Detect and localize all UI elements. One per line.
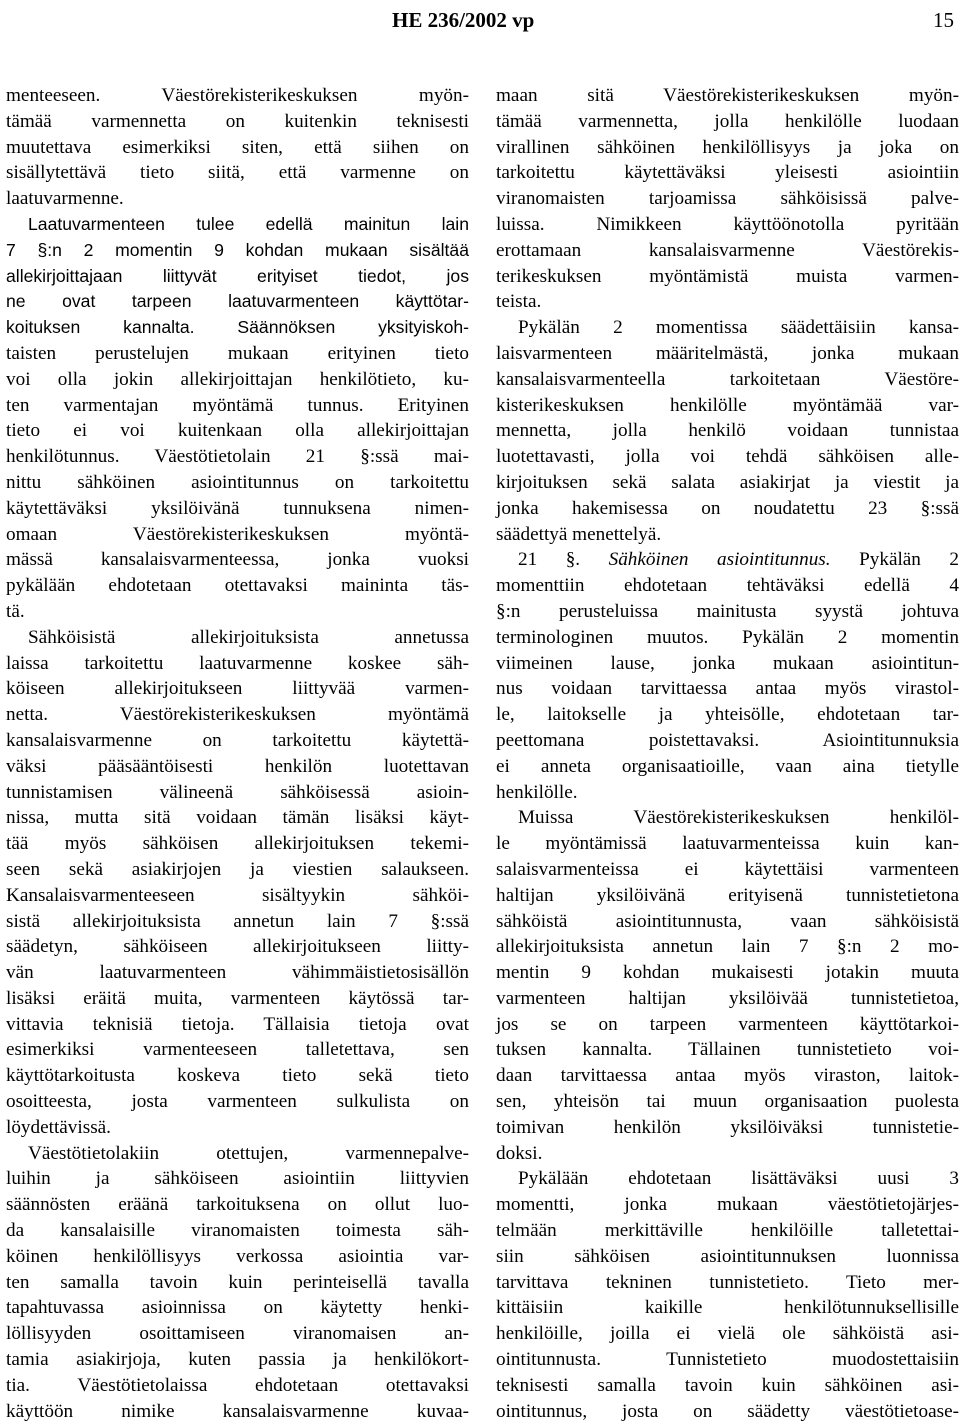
text-line: väksi pääsääntöisesti henkilön luotettavan bbox=[6, 755, 469, 777]
text-line: löydettävissä. bbox=[6, 1116, 111, 1138]
text-line: telmään merkittäville henkilöille talletettai- bbox=[496, 1220, 959, 1242]
right-text-column bbox=[496, 83, 959, 1424]
text-line: maan sitä Väestörekisterikeskuksen myön- bbox=[496, 85, 959, 106]
text-line: varmenteen haltijan yksilöivää tunnistetietoa, bbox=[496, 987, 959, 1009]
text-line: siin sähköisen asiointitunnuksen luonnissa bbox=[496, 1245, 959, 1267]
text-line: kirjoituksen sekä salata asiakirjat ja viestit ja bbox=[496, 471, 959, 493]
text-line: netta. Väestörekisterikeskuksen myöntämä bbox=[6, 704, 469, 726]
text-line: virallinen sähköinen henkilöllisyys ja joka on bbox=[496, 136, 959, 158]
text-line: luihin ja sähköiseen asiointiin liittyvien bbox=[6, 1168, 469, 1190]
text-line: henkilötunnus. Väestötietolain 21 §:ssä mai- bbox=[6, 446, 469, 468]
text-line: nissa, mutta sitä voidaan tämän lisäksi käyt- bbox=[6, 807, 469, 829]
text-line: koituksen kannalta. Säännöksen yksityiskoh- bbox=[6, 317, 469, 338]
text-line: kisterikeskuksen henkilölle myöntämää var- bbox=[496, 394, 959, 416]
text-line: esimerkiksi varmenteeseen talletettava, sen bbox=[6, 1039, 469, 1061]
text-line: kansalaisvarmenne on tarkoitettu käytettä- bbox=[6, 729, 469, 751]
page-header bbox=[0, 8, 960, 38]
text-line: seen sekä asiakirjojen ja viestien salaukseen. bbox=[6, 858, 469, 880]
text-line: Väestötietolakiin otettujen, varmennepalve- bbox=[28, 1142, 469, 1164]
text-line: laisvarmenteen määritelmästä, jonka mukaan bbox=[496, 342, 959, 364]
text-line: ointitunnus, josta on säädetty väestötietoase- bbox=[496, 1400, 959, 1422]
text-line: nittu sähköinen asiointitunnus on tarkoitettu bbox=[6, 471, 469, 493]
text-line: säädetyn, sähköiseen allekirjoitukseen liitty- bbox=[6, 936, 469, 958]
text-line: da kansalaisille viranomaisten toimesta säh- bbox=[6, 1220, 469, 1242]
text-line: köinen henkilöllisyys verkossa asiointia var- bbox=[6, 1245, 469, 1267]
text-line: tia. Väestötietolaissa ehdotetaan otettavaksi bbox=[6, 1374, 469, 1396]
text-line: löllisyyden osoittamiseen viranomaisen an- bbox=[6, 1323, 469, 1345]
text-line: toimivan henkilön yksilöiväksi tunnistetie- bbox=[496, 1116, 959, 1138]
text-line: terikeskuksen myöntämistä muista varmen- bbox=[496, 265, 959, 287]
text-line: tamia asiakirjoja, kuten passia ja henkilökort- bbox=[6, 1349, 469, 1371]
text-line: daan tarvittaessa antaa myös viraston, laitok- bbox=[496, 1065, 959, 1087]
text-line: tämää varmennetta, jolla henkilölle luodaan bbox=[496, 110, 959, 132]
text-line: viranomaisten tarjoamissa sähköisissä palve- bbox=[496, 188, 959, 210]
text-line: tää myös sähköisen allekirjoituksen tekemi- bbox=[6, 833, 469, 855]
text-line: kittäisiin kaikille henkilötunnuksellisille bbox=[496, 1297, 959, 1319]
text-line: tunnistamisen välineenä sähköisessä asioin- bbox=[6, 781, 469, 803]
text-line: le myöntämissä laatuvarmenteissa kuin kan- bbox=[496, 833, 959, 855]
text-line: käyttöön nimike kansalaisvarmenne kuvaa- bbox=[6, 1400, 469, 1422]
text-line: osoitteesta, josta varmenteen sulkulista on bbox=[6, 1091, 469, 1113]
text-line: mässä kansalaisvarmenteessa, jonka vuoksi bbox=[6, 549, 469, 571]
text-line: luissa. Nimikkeen käyttöönotolla pyritään bbox=[496, 213, 959, 235]
text-line: erottamaan kansalaisvarmenne Väestörekis- bbox=[496, 239, 959, 261]
text-line: menteeseen. Väestörekisterikeskuksen myön- bbox=[6, 85, 469, 106]
document-id: HE 236/2002 vp bbox=[392, 8, 535, 32]
text-line: vän laatuvarmenteen vähimmäistietosisällön bbox=[6, 962, 469, 984]
text-line: omaan Väestörekisterikeskuksen myöntä- bbox=[6, 523, 469, 545]
text-line: taisten perustelujen mukaan erityinen tieto bbox=[6, 342, 469, 364]
text-line: kansalaisvarmenteella tarkoitetaan Väestöre- bbox=[496, 368, 959, 390]
text-line: sähköistä asiointitunnusta, vaan sähköisistä bbox=[496, 910, 959, 932]
text-line: pykälään ehdotetaan otettavaksi maininta täs- bbox=[6, 575, 469, 597]
text-line: tarkoitettu käytettäväksi yleisesti asiointiin bbox=[496, 162, 959, 184]
text-line: käyttötarkoitusta koskeva tieto sekä tieto bbox=[6, 1065, 469, 1087]
text-line: Muissa Väestörekisterikeskuksen henkilöl- bbox=[518, 807, 959, 829]
text-line: laissa tarkoitettu laatuvarmenne koskee säh- bbox=[6, 652, 469, 674]
text-line: peettomana poistettavaksi. Asiointitunnuksia bbox=[496, 729, 959, 751]
text-line: le, laitokselle ja yhteisölle, ehdotetaan tar- bbox=[496, 704, 959, 726]
text-line: Pykälään ehdotetaan lisättäväksi uusi 3 bbox=[518, 1168, 959, 1190]
text-line: ointitunnusta. Tunnistetieto muodostettaisiin bbox=[496, 1349, 959, 1371]
text-line: §:n perusteluissa mainitusta syystä johtuva bbox=[496, 600, 959, 622]
text-line: nus voidaan tarvittaessa antaa myös virastol- bbox=[496, 678, 959, 700]
text-line: tieto ei voi kuitenkaan olla allekirjoittajan bbox=[6, 420, 469, 442]
text-line: sisällytettävä tieto siitä, että varmenne on bbox=[6, 162, 469, 184]
text-line: ten varmentajan myöntämä tunnus. Erityinen bbox=[6, 394, 469, 416]
text-line: mennetta, jolla henkilö voidaan tunnistaa bbox=[496, 420, 959, 442]
text-line: jos se on tarpeen varmenteen käyttötarkoi- bbox=[496, 1013, 959, 1035]
text-line: laatuvarmenne. bbox=[6, 188, 124, 210]
text-line: salaisvarmenteissa ei käytettäisi varmenteen bbox=[496, 858, 959, 880]
text-line: tä. bbox=[6, 600, 25, 622]
text-line: henkilölle. bbox=[496, 781, 578, 803]
text-line: ei anneta organisaatioille, vaan aina tietylle bbox=[496, 755, 959, 777]
text-line: momentti, jonka mukaan väestötietojärjes- bbox=[496, 1194, 959, 1216]
text-line: mentin 9 kohdan mukaisesti jotakin muuta bbox=[496, 962, 959, 984]
text-line: teknisesti samalla tavoin kuin sähköinen asi- bbox=[496, 1374, 959, 1396]
text-line: Kansalaisvarmenteeseen sisältyykin sähköi- bbox=[6, 884, 469, 906]
text-line: säännösten eräänä tarkoituksena on ollut luo- bbox=[6, 1194, 469, 1216]
text-line: Laatuvarmenteen tulee edellä mainitun lain bbox=[28, 213, 469, 234]
text-line: tapahtuvassa asioinnissa on käytetty henki- bbox=[6, 1297, 469, 1319]
text-line: luotettavasti, jolla voi tehdä sähköisen alle- bbox=[496, 446, 959, 468]
text-line: viimeinen lause, jonka mukaan asiointitun- bbox=[496, 652, 959, 674]
text-line: terminologinen muutos. Pykälän 2 momentin bbox=[496, 626, 959, 648]
page-number: 15 bbox=[933, 8, 954, 32]
text-line: haltijan yksilöivänä erityisenä tunnistetietona bbox=[496, 884, 959, 906]
left-text-column bbox=[6, 83, 469, 1424]
text-line: jonka hakemisessa on noudatettu 23 §:ssä bbox=[496, 497, 959, 519]
text-line: tarvittava tekninen tunnistetieto. Tieto mer- bbox=[496, 1271, 959, 1293]
text-line: Sähköisistä allekirjoituksista annetussa bbox=[28, 626, 469, 648]
text-line: muutettava esimerkiksi siten, että siihen on bbox=[6, 136, 469, 158]
text-line: ne ovat tarpeen laatuvarmenteen käyttötar- bbox=[6, 291, 469, 312]
text-line: lisäksi eräitä muita, varmenteen käytössä tar- bbox=[6, 987, 469, 1009]
text-line: sen, yhteisön tai muun organisaation puolesta bbox=[496, 1091, 959, 1113]
text-line: 21 §. Sähköinen asiointitunnus. Pykälän 2 bbox=[518, 549, 960, 571]
text-line: ten samalla tavoin kuin perinteisellä tavalla bbox=[6, 1271, 469, 1293]
text-line: säädettyä menettelyä. bbox=[496, 523, 662, 545]
text-line: köiseen allekirjoitukseen liittyvää varmen- bbox=[6, 678, 469, 700]
text-line: allekirjoittajaan liittyvät erityiset tiedot, jos bbox=[6, 265, 469, 286]
text-line: 7 §:n 2 momentin 9 kohdan mukaan sisältää bbox=[6, 239, 469, 260]
text-line: voi olla jokin allekirjoittajan henkilötieto, ku- bbox=[6, 368, 469, 390]
text-line: doksi. bbox=[496, 1142, 543, 1164]
text-line: henkilöille, joilla ei vielä ole sähköistä asi- bbox=[496, 1323, 959, 1345]
text-line: allekirjoituksista annetun lain 7 §:n 2 mo- bbox=[496, 936, 959, 958]
text-line: tämää varmennetta on kuitenkin teknisesti bbox=[6, 110, 469, 132]
text-line: Pykälän 2 momentissa säädettäisiin kansa- bbox=[518, 317, 959, 339]
text-line: sistä allekirjoituksista annetun lain 7 §:ssä bbox=[6, 910, 469, 932]
text-line: tuksen kannalta. Tällainen tunnistetieto voi- bbox=[496, 1039, 959, 1061]
text-line: käytettäväksi yksilöivänä tunnuksena nimen- bbox=[6, 497, 469, 519]
text-line: vittavia teknisiä tietoja. Tällaisia tietoja ovat bbox=[6, 1013, 469, 1035]
text-line: momenttiin ehdotetaan tehtäväksi edellä 4 bbox=[496, 575, 959, 597]
text-line: teista. bbox=[496, 291, 542, 313]
